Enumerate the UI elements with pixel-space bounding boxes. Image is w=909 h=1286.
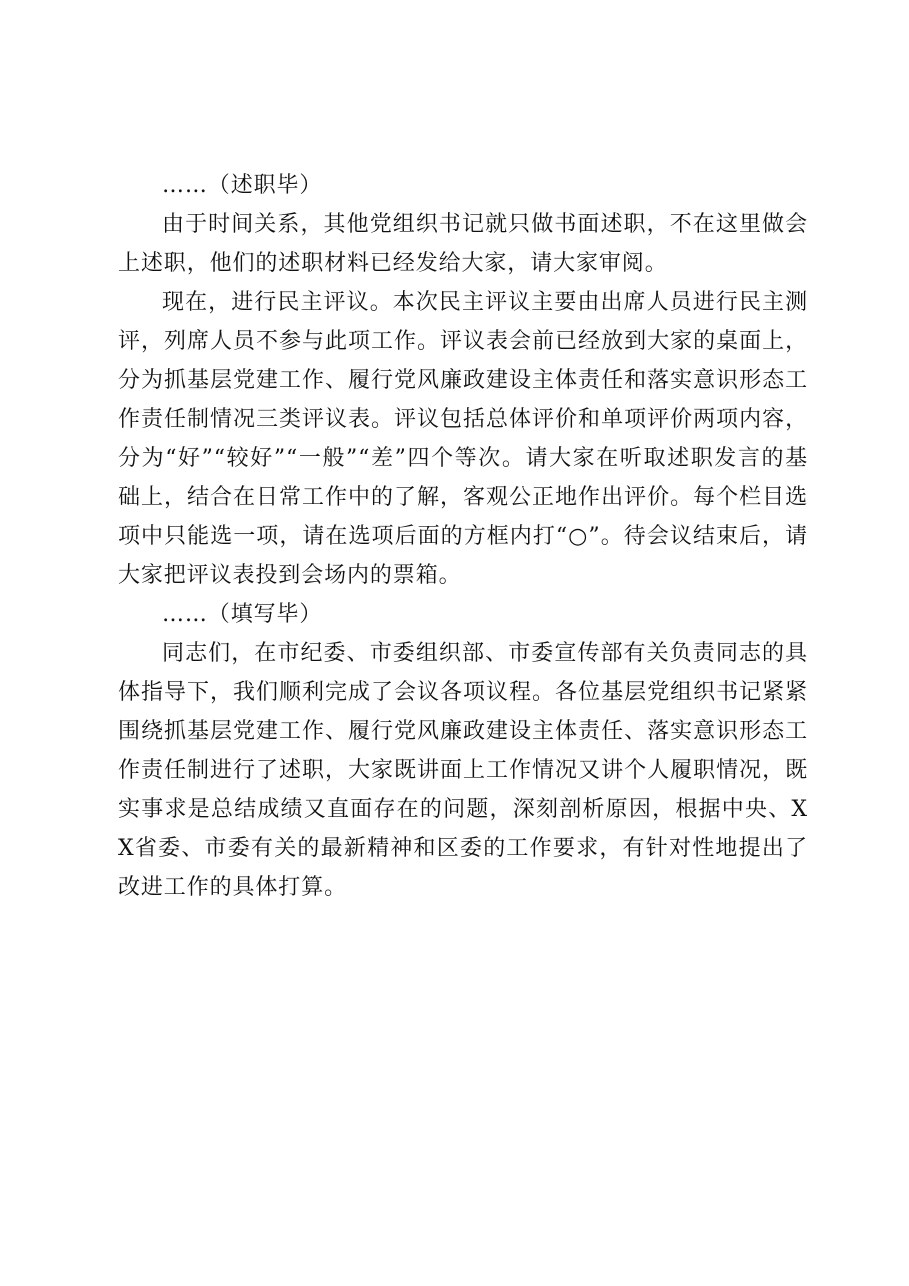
- paragraph-written-report: 由于时间关系，其他党组织书记就只做书面述职，不在这里做会上述职，他们的述职材料已经发给大家，请大家审阅。: [118, 212, 808, 276]
- paragraph-meeting-summary: 同志们，在市纪委、市委组织部、市委宣传部有关负责同志的具体指导下，我们顺利完成了会议各项议程。各位基层党组织书记紧紧围绕抓基层党建工作、履行党风廉政建设主体责任、落实意识形态工作责任制进行了述职，大家既讲面上工作情况又讲个人履职情况，既实事求是总结成绩又直面存在的问题，深刻剖析原因，根据中央、XX省委、市委有关的最新精神和区委的工作要求，有针对性地提出了改进工作的具体打算。: [118, 641, 808, 900]
- paragraph-report-end: ……（述职毕）: [162, 173, 323, 198]
- paragraph-democratic-evaluation: 现在，进行民主评议。本次民主评议主要由出席人员进行民主测评，列席人员不参与此项工作。评议表会前已经放到大家的桌面上，分为抓基层党建工作、履行党风廉政建设主体责任和落实意识形态工作责任制情况三类评议表。评议包括总体评价和单项评价两项内容，分为“好”“较好”“一般”“差”四个等次。请大家在听取述职发言的基础上，结合在日常工作中的了解，客观公正地作出评价。每个栏目选项中只能选一项，请在选项后面的方框内打“○”。待会议结束后，请大家把评议表投到会场内的票箱。: [118, 290, 808, 588]
- paragraph-filling-end: ……（填写毕）: [162, 602, 323, 627]
- document-body: [118, 166, 808, 907]
